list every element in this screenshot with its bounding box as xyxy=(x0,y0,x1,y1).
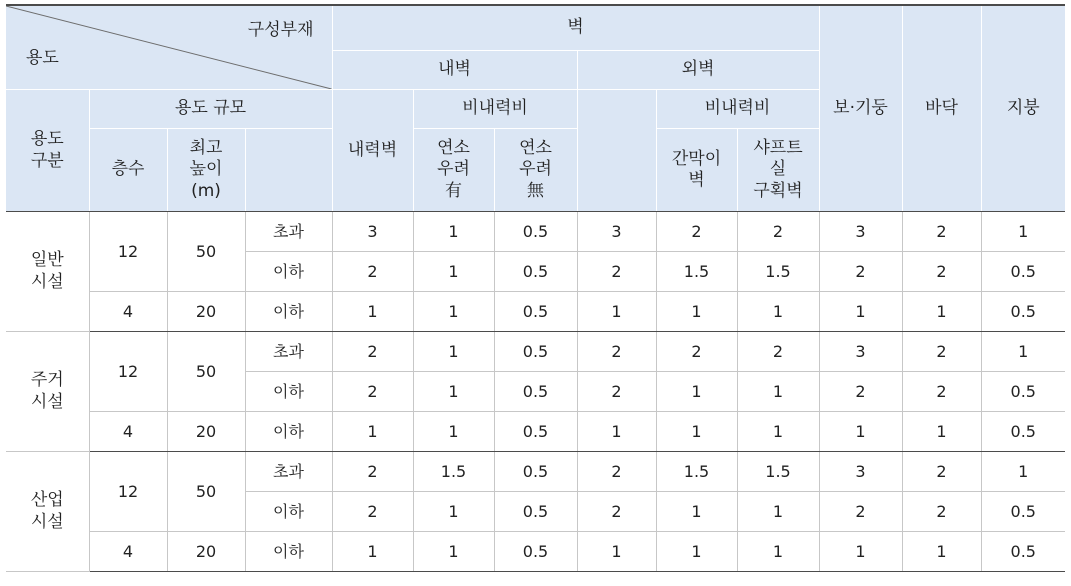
value-cell: 0.5 xyxy=(494,332,577,372)
header-floor: 바닥 xyxy=(902,5,981,212)
value-cell: 1 xyxy=(413,332,494,372)
value-cell: 1 xyxy=(413,532,494,572)
value-cell: 2 xyxy=(577,452,656,492)
header-partition-wall: 간막이 벽 xyxy=(656,129,737,212)
condition-cell: 이하 xyxy=(245,412,332,452)
value-cell: 1 xyxy=(902,412,981,452)
height-cell: 50 xyxy=(167,332,245,412)
value-cell: 1.5 xyxy=(656,252,737,292)
header-max-height: 최고 높이 (m) xyxy=(167,129,245,212)
value-cell: 1.5 xyxy=(413,452,494,492)
header-use: 용도 xyxy=(26,47,59,68)
floors-cell: 4 xyxy=(89,292,167,332)
value-cell: 1 xyxy=(737,412,819,452)
value-cell: 2 xyxy=(819,372,902,412)
value-cell: 0.5 xyxy=(494,212,577,252)
value-cell: 2 xyxy=(902,372,981,412)
height-cell: 50 xyxy=(167,452,245,532)
value-cell: 1.5 xyxy=(656,452,737,492)
fire-resistance-table xyxy=(6,4,1065,572)
header-fire-risk-yes: 연소 우려 有 xyxy=(413,129,494,212)
value-cell: 1 xyxy=(413,212,494,252)
value-cell: 3 xyxy=(819,212,902,252)
floors-cell: 12 xyxy=(89,212,167,292)
value-cell: 0.5 xyxy=(981,252,1065,292)
value-cell: 1 xyxy=(737,292,819,332)
header-outer-bearing-blank xyxy=(577,90,656,212)
value-cell: 1 xyxy=(819,532,902,572)
value-cell: 3 xyxy=(332,212,413,252)
header-non-bearing-inner: 비내력비 xyxy=(413,90,577,129)
table-row xyxy=(6,212,1065,252)
value-cell: 0.5 xyxy=(494,412,577,452)
condition-cell: 초과 xyxy=(245,332,332,372)
diagonal-header-cell xyxy=(6,5,332,90)
floors-cell: 12 xyxy=(89,452,167,532)
value-cell: 2 xyxy=(737,212,819,252)
header-use-scale: 용도 규모 xyxy=(89,90,332,129)
header-bearing-wall: 내력벽 xyxy=(332,90,413,212)
value-cell: 1.5 xyxy=(737,452,819,492)
condition-cell: 이하 xyxy=(245,252,332,292)
value-cell: 0.5 xyxy=(494,292,577,332)
value-cell: 2 xyxy=(737,332,819,372)
value-cell: 1 xyxy=(413,372,494,412)
header-condition-blank xyxy=(245,129,332,212)
value-cell: 2 xyxy=(902,492,981,532)
table-row xyxy=(6,412,1065,452)
value-cell: 1 xyxy=(577,532,656,572)
value-cell: 2 xyxy=(902,332,981,372)
value-cell: 1 xyxy=(332,412,413,452)
header-outer-wall: 외벽 xyxy=(577,51,819,90)
value-cell: 1 xyxy=(413,492,494,532)
value-cell: 1 xyxy=(332,292,413,332)
value-cell: 1 xyxy=(656,412,737,452)
value-cell: 1 xyxy=(656,492,737,532)
value-cell: 2 xyxy=(577,252,656,292)
header-fire-risk-no: 연소 우려 無 xyxy=(494,129,577,212)
value-cell: 1 xyxy=(981,332,1065,372)
value-cell: 1 xyxy=(577,412,656,452)
table-row xyxy=(6,292,1065,332)
value-cell: 0.5 xyxy=(981,412,1065,452)
value-cell: 3 xyxy=(577,212,656,252)
value-cell: 3 xyxy=(819,332,902,372)
value-cell: 2 xyxy=(656,212,737,252)
value-cell: 2 xyxy=(577,372,656,412)
header-inner-wall: 내벽 xyxy=(332,51,577,90)
value-cell: 0.5 xyxy=(981,292,1065,332)
value-cell: 1 xyxy=(981,452,1065,492)
value-cell: 1 xyxy=(413,252,494,292)
height-cell: 20 xyxy=(167,412,245,452)
value-cell: 0.5 xyxy=(981,532,1065,572)
value-cell: 1 xyxy=(819,412,902,452)
value-cell: 1 xyxy=(332,532,413,572)
value-cell: 0.5 xyxy=(494,532,577,572)
header-roof: 지붕 xyxy=(981,5,1065,212)
value-cell: 2 xyxy=(332,372,413,412)
value-cell: 2 xyxy=(332,492,413,532)
value-cell: 2 xyxy=(332,332,413,372)
value-cell: 2 xyxy=(332,452,413,492)
condition-cell: 이하 xyxy=(245,492,332,532)
value-cell: 1 xyxy=(656,372,737,412)
floors-cell: 4 xyxy=(89,532,167,572)
header-wall: 벽 xyxy=(332,5,819,51)
value-cell: 0.5 xyxy=(981,372,1065,412)
value-cell: 1 xyxy=(413,292,494,332)
value-cell: 0.5 xyxy=(494,452,577,492)
value-cell: 1 xyxy=(737,372,819,412)
height-cell: 20 xyxy=(167,532,245,572)
header-beam-column: 보·기둥 xyxy=(819,5,902,212)
height-cell: 50 xyxy=(167,212,245,292)
value-cell: 2 xyxy=(656,332,737,372)
value-cell: 2 xyxy=(819,492,902,532)
value-cell: 1 xyxy=(737,492,819,532)
use-class-cell: 주거 시설 xyxy=(6,332,89,452)
header-use-class: 용도 구분 xyxy=(6,90,89,212)
floors-cell: 4 xyxy=(89,412,167,452)
value-cell: 2 xyxy=(902,252,981,292)
value-cell: 2 xyxy=(819,252,902,292)
value-cell: 3 xyxy=(819,452,902,492)
value-cell: 1 xyxy=(656,532,737,572)
condition-cell: 이하 xyxy=(245,532,332,572)
table-row xyxy=(6,452,1065,492)
use-class-cell: 산업 시설 xyxy=(6,452,89,572)
value-cell: 1 xyxy=(819,292,902,332)
value-cell: 1 xyxy=(577,292,656,332)
header-components: 구성부재 xyxy=(247,20,314,40)
header-non-bearing-outer: 비내력비 xyxy=(656,90,819,129)
value-cell: 2 xyxy=(577,332,656,372)
condition-cell: 초과 xyxy=(245,212,332,252)
value-cell: 0.5 xyxy=(494,372,577,412)
value-cell: 0.5 xyxy=(494,492,577,532)
floors-cell: 12 xyxy=(89,332,167,412)
value-cell: 2 xyxy=(902,452,981,492)
height-cell: 20 xyxy=(167,292,245,332)
value-cell: 2 xyxy=(332,252,413,292)
table-row xyxy=(6,532,1065,572)
use-class-cell: 일반 시설 xyxy=(6,212,89,332)
header-floors: 층수 xyxy=(89,129,167,212)
value-cell: 0.5 xyxy=(981,492,1065,532)
header-shaft-wall: 샤프트 실 구획벽 xyxy=(737,129,819,212)
value-cell: 1 xyxy=(902,532,981,572)
value-cell: 1 xyxy=(413,412,494,452)
value-cell: 0.5 xyxy=(494,252,577,292)
value-cell: 2 xyxy=(577,492,656,532)
value-cell: 1.5 xyxy=(737,252,819,292)
table-body xyxy=(6,212,1065,572)
condition-cell: 이하 xyxy=(245,292,332,332)
condition-cell: 이하 xyxy=(245,372,332,412)
fire-resistance-table-container xyxy=(6,4,1065,572)
value-cell: 2 xyxy=(902,212,981,252)
value-cell: 1 xyxy=(902,292,981,332)
value-cell: 1 xyxy=(656,292,737,332)
value-cell: 1 xyxy=(981,212,1065,252)
value-cell: 1 xyxy=(737,532,819,572)
table-row xyxy=(6,332,1065,372)
condition-cell: 초과 xyxy=(245,452,332,492)
